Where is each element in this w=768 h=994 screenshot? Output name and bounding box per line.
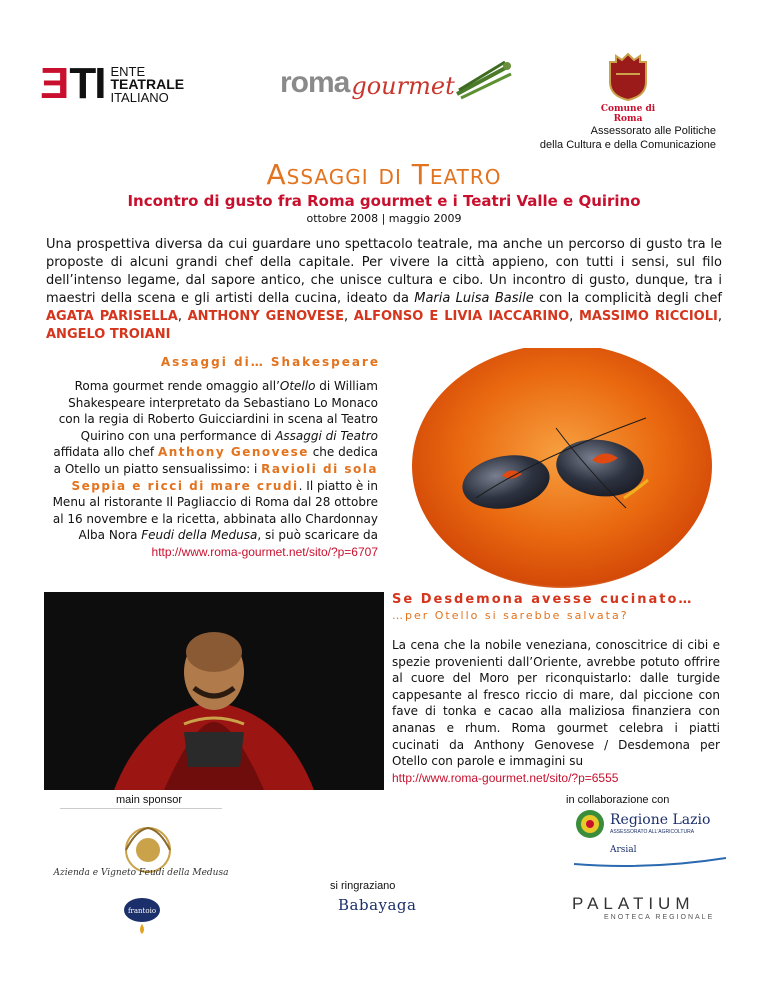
main-sponsor-label: main sponsor (116, 794, 183, 806)
dates: ottobre 2008 | maggio 2009 (306, 212, 462, 225)
eti-words: ENTE TEATRALE ITALIANO (110, 63, 185, 105)
section-subheading-desdemona: …per Otello si sarebbe salvata? (392, 609, 629, 622)
divider (60, 808, 222, 809)
page-subtitle: Incontro di gusto fra Roma gourmet e i Teatri Valle e Quirino (127, 192, 641, 210)
babayaga-logo: Babayaga (338, 896, 417, 914)
frantoio-logo (122, 894, 162, 934)
asparagus-icon (455, 60, 513, 100)
recipe-link[interactable]: http://www.roma-gourmet.net/sito/?p=6707 (151, 544, 378, 559)
roma-gourmet-logo: roma gourmet (280, 60, 513, 100)
eti-logo (42, 59, 185, 108)
dish-photo (386, 348, 731, 592)
enoteca-label: ENOTECA REGIONALE (604, 914, 715, 921)
assessorato: Assessorato alle Politiche della Cultura e della Comunicazione (539, 125, 716, 151)
comune-crest-icon (606, 52, 650, 102)
chef-name: ANGELO TROIANI (46, 327, 171, 342)
chef-name: ALFONSO E LIVIA IACCARINO (353, 309, 570, 324)
palatium-logo: PALATIUM (572, 894, 695, 913)
collaboration-label: in collaborazione con (566, 794, 670, 806)
eti-mark: ETI (42, 59, 105, 108)
page-title: Assaggi di Teatro (266, 158, 502, 191)
winery-crest-icon (70, 810, 226, 890)
otello-photo (44, 592, 384, 790)
chef-name: AGATA PARISELLA (46, 309, 178, 324)
regione-lazio-logo (570, 808, 730, 868)
svg-text:frantoio: frantoio (127, 907, 157, 915)
section-text-shakespeare: Roma gourmet rende omaggio all’Otello di William Shakespeare interpretato da Sebastiano Lo Monaco con la regia di Roberto Guicciardini in scena al Teatro Quirino con una performance di Assaggi di Teatro affidata allo chef Anthony Genovese che dedica a Otello un piatto sensualissimo: i Ravioli di sola Seppia e ricci di mare crudi. Il piatto è in Menu al ristorante Il Pagliaccio di Roma dal 28 ottobre al 16 novembre e la ricetta, abbinata allo Chardonnay Alba Nora Feudi della Medusa, si può scaricare da http://www.roma-gourmet.net/sito/?p=6707 (52, 379, 378, 559)
chef-name: MASSIMO RICCIOLI (578, 309, 718, 324)
svg-text:Arsial: Arsial (610, 845, 637, 855)
comune-label: Comune di Roma (600, 104, 656, 124)
section-text-desdemona: La cena che la nobile veneziana, conoscitrice di cibi e spezie provenienti dall’Oriente, avrebbe potuto offrire al cuore del Moro per riconquistarlo: dalle turgide cappesante al fresco riccio di mare, dal piccione con fave di tonka e cacao alla maliziosa finanziera con ananas e rhum. Roma gourmet celebra i piatti cucinati da Anthony Genovese / Desdemona per Otello con parole e immagini su http://www.roma-gourmet.net/sito/?p=6555 (392, 638, 720, 785)
svg-text:Regione Lazio: Regione Lazio (610, 812, 711, 828)
desdemona-link[interactable]: http://www.roma-gourmet.net/sito/?p=6555 (392, 770, 619, 785)
section-heading-desdemona: Se Desdemona avesse cucinato… (392, 592, 694, 607)
winery-name: Azienda e Vigneto Feudi della Medusa (53, 868, 229, 878)
intro-paragraph: Una prospettiva diversa da cui guardare uno spettacolo teatrale, ma anche un percorso di gusto tra le proposte di alcuni grandi chef della capitale. Per vivere la città appieno, con tutti i sensi, sul filo dell’intenso legame, dal sapore antico, che unisce cultura e cibo. Un incontro di gusto, dunque, tra i maestri della scena e gli artisti della cucina, ideato da Maria Luisa Basile con la complicità degli chef AGATA PARISELLA, ANTHONY GENOVESE, ALFONSO E LIVIA IACCARINO, MASSIMO RICCIOLI, ANGELO TROIANI (46, 237, 722, 342)
chef-name: ANTHONY GENOVESE (187, 309, 344, 324)
section-heading-shakespeare: Assaggi di… Shakespeare (160, 355, 380, 369)
svg-text:ASSESSORATO ALL'AGRICOLTURA: ASSESSORATO ALL'AGRICOLTURA (610, 829, 695, 835)
thanks-label: si ringraziano (330, 880, 396, 892)
